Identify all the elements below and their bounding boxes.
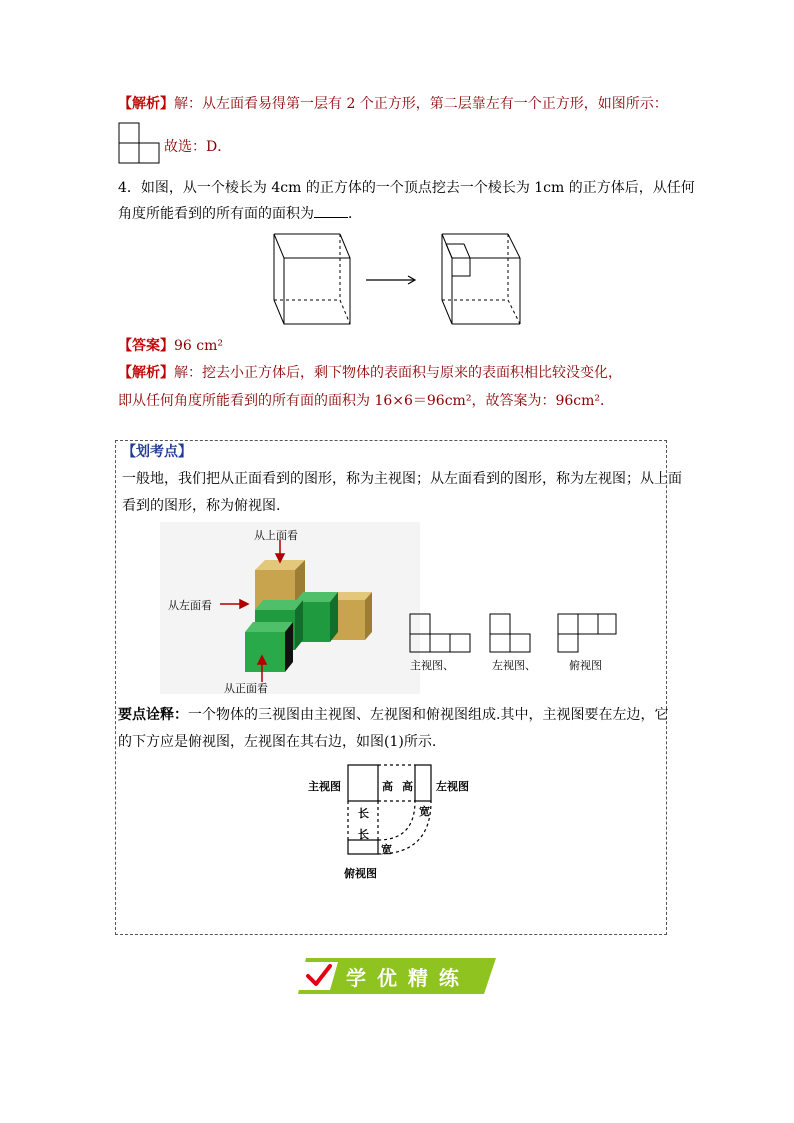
- q4-analysis-line1: [118, 363, 622, 383]
- diagram-gao-1: 高: [382, 780, 393, 793]
- q4-line2-prefix: 角度所能看到的所有面的面积为: [118, 206, 314, 222]
- left-view-figure: [118, 122, 164, 164]
- answer-blank: [314, 203, 348, 218]
- diagram-kuan-2: 宽: [381, 843, 392, 856]
- q4-question-line1: 4．如图，从一个棱长为 4cm 的正方体的一个顶点挖去一个棱长为 1cm 的正方体后，从任何: [118, 180, 695, 196]
- view-label-main: 主视图、: [410, 659, 454, 672]
- keypoint-para-line2: 看到的图形，称为俯视图.: [122, 498, 281, 514]
- q3-analysis: [118, 94, 668, 114]
- analysis-text: 解：从左面看易得第一层有 2 个正方形，第二层靠左有一个正方形，如图所示：: [174, 96, 668, 112]
- notched-cube: [442, 234, 520, 324]
- diagram-label-top: 俯视图: [344, 867, 377, 880]
- diagram-chang-2: 长: [358, 828, 369, 841]
- q4-line2-suffix: ．: [348, 206, 362, 222]
- analysis-tag: 【解析】: [118, 365, 174, 381]
- analysis-tag: 【解析】: [118, 96, 174, 112]
- q4-answer: [118, 336, 223, 356]
- keypoint-note-line1: [118, 705, 668, 725]
- diagram-label-main: 主视图: [308, 780, 341, 793]
- green-cube-front: [245, 622, 293, 672]
- cube-figure: [268, 232, 530, 328]
- diagram-chang-1: 长: [358, 807, 369, 820]
- full-cube: [274, 234, 350, 324]
- arrow-icon: [366, 276, 415, 284]
- label-from-left: 从左面看: [168, 599, 212, 612]
- q4-question-line2: [118, 203, 362, 224]
- three-views-figure: [402, 608, 622, 654]
- note-text-1: 一个物体的三视图由主视图、左视图和俯视图组成.其中，主视图要在左边，它: [188, 707, 669, 723]
- answer-value: 96 cm²: [174, 338, 223, 354]
- diagram-gao-2: 高: [402, 780, 413, 793]
- keypoint-para-line1: 一般地，我们把从正面看到的图形，称为主视图；从左面看到的图形，称为左视图；从上面: [122, 471, 682, 487]
- diagram-kuan-1: 宽: [419, 805, 430, 818]
- analysis-text-1: 解：挖去小正方体后，剩下物体的表面积与原来的表面积相比较没变化，: [174, 365, 622, 381]
- answer-tag: 【答案】: [118, 338, 174, 354]
- diagram-label-left: 左视图: [436, 780, 469, 793]
- q3-choice: 故选：D．: [164, 139, 232, 155]
- label-from-top: 从上面看: [254, 529, 298, 542]
- view-label-top: 俯视图: [569, 659, 602, 672]
- banner-text: 学 优 精 练: [346, 966, 461, 990]
- keypoint-title: 【划考点】: [122, 444, 192, 460]
- keypoint-note-line2: 的下方应是俯视图，左视图在其右边，如图(1)所示.: [118, 734, 437, 750]
- label-from-front: 从正面看: [224, 682, 268, 695]
- view-label-left: 左视图、: [492, 659, 536, 672]
- note-label: 要点诠释：: [118, 707, 188, 723]
- q4-analysis-line2: 即从任何角度所能看到的所有面的面积为 16×6＝96cm²，故答案为：96cm²．: [118, 393, 614, 409]
